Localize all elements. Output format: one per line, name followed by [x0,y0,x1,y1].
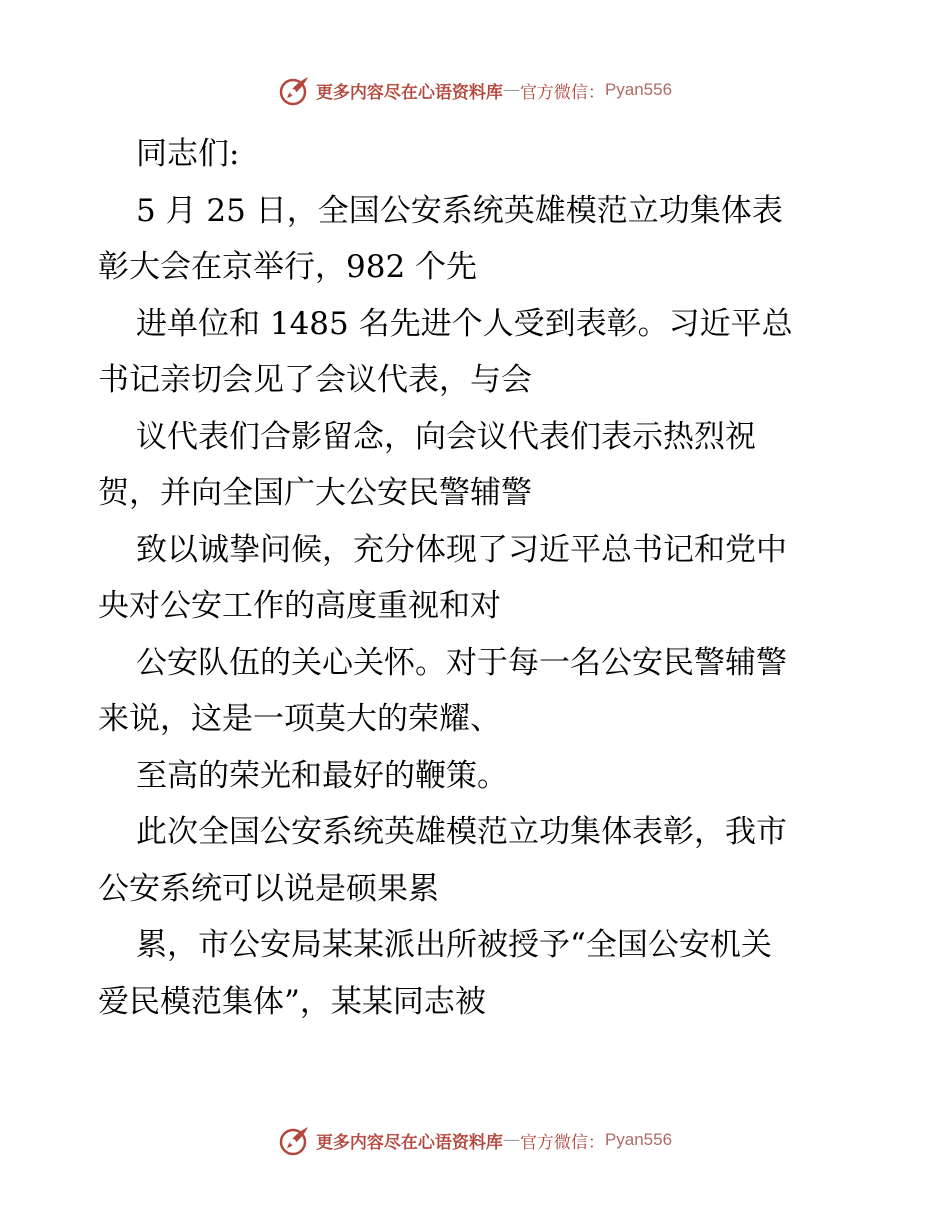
paragraph-line: 进单位和 1485 名先进个人受到表彰。习近平总 [136,305,793,342]
paragraph-line: 至高的荣光和最好的鞭策。 [136,757,508,794]
paragraph-line: 爱民模范集体”，某某同志被 [98,983,486,1020]
paragraph-line: 此次全国公安系统英雄模范立功集体表彰，我市 [136,814,787,850]
watermark-wechat-id: Pyan556 [604,80,673,99]
paragraph-line: 来说，这是一项莫大的荣耀、 [98,701,501,737]
paragraph-line: 累，市公安局某某派出所被授予“全国公安机关 [136,927,772,963]
paragraph-line: 书记亲切会见了会议代表，与会 [98,362,532,398]
footer-watermark [0,1120,950,1160]
quill-pen-logo-icon [278,1123,312,1157]
watermark-separator: — [502,80,520,100]
paragraph-line: 公安队伍的关心关怀。对于每一名公安民警辅警 [136,644,787,681]
paragraph-line: 5 月 25 日，全国公安系统英雄模范立功集体表 [136,192,783,229]
paragraph-line: 贺，并向全国广大公安民警辅警 [98,475,532,511]
paragraph-line: 央对公安工作的高度重视和对 [98,588,501,624]
watermark-title: 更多内容尽在心语资料库 [315,1132,503,1153]
paragraph-line: 公安系统可以说是硕果累 [98,870,439,907]
paragraph-line: 致以诚挚问候，充分体现了习近平总书记和党中 [136,531,787,568]
document-body [98,126,858,1030]
header-watermark [0,70,950,110]
watermark-wechat-id: Pyan556 [604,1130,673,1149]
paragraph-line: 彰大会在京举行，982 个先 [98,249,478,285]
quill-pen-logo-icon [278,73,312,107]
paragraph-line: 议代表们合影留念，向会议代表们表示热烈祝 [136,418,756,455]
watermark-label: 官方微信： [519,1132,605,1153]
watermark-separator: — [502,1130,520,1150]
paragraph-line: 同志们: [136,136,240,172]
watermark-label: 官方微信： [519,82,605,103]
watermark-title: 更多内容尽在心语资料库 [315,82,503,103]
